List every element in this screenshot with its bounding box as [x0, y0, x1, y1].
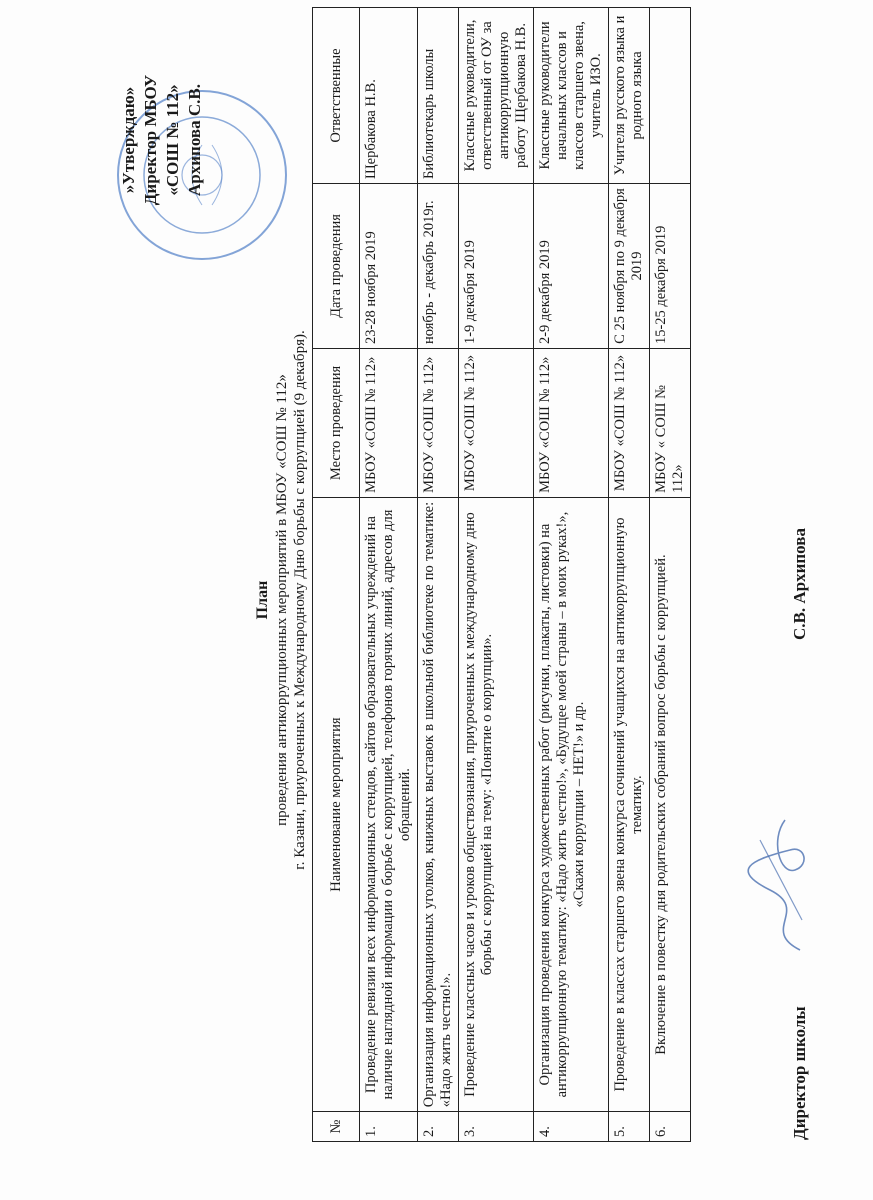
cell-place: МБОУ « СОШ № 112»	[650, 349, 691, 498]
cell-place: МБОУ «СОШ № 112»	[534, 349, 609, 498]
table-row	[360, 8, 418, 1142]
cell-responsible	[650, 8, 691, 184]
table-row	[459, 8, 534, 1142]
events-table	[312, 7, 691, 1142]
approval-line-2: Директор МБОУ	[141, 74, 160, 206]
cell-responsible: Учителя русского языка и родного языка	[609, 8, 650, 184]
cell-date: 23-28 ноября 2019	[360, 183, 418, 348]
cell-date: 15-25 декабря 2019	[650, 183, 691, 348]
cell-date: ноябрь - декабрь 2019г.	[418, 183, 459, 348]
cell-name: Организация информационных уголков, книжных выставок в школьной библиотеке по тематике: «Надо жить честно!».	[418, 497, 459, 1111]
approval-line-4: Архипова С.В.	[185, 84, 204, 196]
cell-num: 2.	[418, 1112, 459, 1142]
table-row	[534, 8, 609, 1142]
header-name: Наименование мероприятия	[313, 497, 360, 1111]
document-subtitle-1: проведения антикоррупционных мероприятий в МБОУ «СОШ № 112»	[274, 374, 290, 826]
cell-date: 1-9 декабря 2019	[459, 183, 534, 348]
header-responsible: Ответственные	[313, 8, 360, 184]
table-row	[609, 8, 650, 1142]
cell-responsible: Щербакова Н.В.	[360, 8, 418, 184]
header-place: Место проведения	[313, 349, 360, 498]
document-subtitle-2: г. Казани, приуроченных к Международному Дню борьбы с коррупцией (9 декабря).	[292, 330, 308, 870]
cell-name: Проведение в классах старшего звена конкурса сочинений учащихся на антикоррупционную тематику.	[609, 497, 650, 1111]
cell-name: Организация проведения конкурса художественных работ (рисунки, плакаты, листовки) на антикоррупционную тематику: «Надо жить честно!», «Будущее моей страны – в моих руках!», «Скажи коррупции – НЕТ!» и др.	[534, 497, 609, 1111]
director-label: Директор школы	[790, 1006, 809, 1140]
document-title: План	[254, 580, 271, 620]
cell-place: МБОУ «СОШ № 112»	[418, 349, 459, 498]
cell-place: МБОУ «СОШ № 112»	[360, 349, 418, 498]
cell-place: МБОУ «СОШ № 112»	[459, 349, 534, 498]
approval-line-3: «СОШ № 112»	[163, 84, 182, 196]
cell-num: 6.	[650, 1112, 691, 1142]
cell-responsible: Классные руководители, ответственный от ОУ за антикоррупционную работу Щербакова Н.В.	[459, 8, 534, 184]
cell-name: Проведение классных часов и уроков обществознания, приуроченных к международному дню борьбы с коррупцией на тему: «Понятие о коррупции».	[459, 497, 534, 1111]
cell-responsible: Библиотекарь школы	[418, 8, 459, 184]
table-row	[650, 8, 691, 1142]
header-date: Дата проведения	[313, 183, 360, 348]
cell-date: 2-9 декабря 2019	[534, 183, 609, 348]
cell-date: С 25 ноября по 9 декабря 2019	[609, 183, 650, 348]
table-row	[418, 8, 459, 1142]
cell-num: 5.	[609, 1112, 650, 1142]
header-num: №	[313, 1112, 360, 1142]
table-header-row	[313, 8, 360, 1142]
cell-name: Проведение ревизии всех информационных стендов, сайтов образовательных учреждений на наличие наглядной информации о борьбе с коррупцией, телефонов горячих линий, адресов для обращений.	[360, 497, 418, 1111]
cell-place: МБОУ «СОШ № 112»	[609, 349, 650, 498]
cell-num: 1.	[360, 1112, 418, 1142]
approval-block	[118, 40, 206, 240]
approval-line-1: »Утверждаю»	[119, 86, 138, 194]
cell-num: 4.	[534, 1112, 609, 1142]
handwritten-signature	[740, 810, 820, 960]
cell-responsible: Классные руководители начальных классов и классов старшего звена, учитель ИЗО.	[534, 8, 609, 184]
cell-num: 3.	[459, 1112, 534, 1142]
director-name: С.В. Архипова	[790, 528, 809, 640]
cell-name: Включение в повестку дня родительских собраний вопрос борьбы с коррупцией.	[650, 497, 691, 1111]
